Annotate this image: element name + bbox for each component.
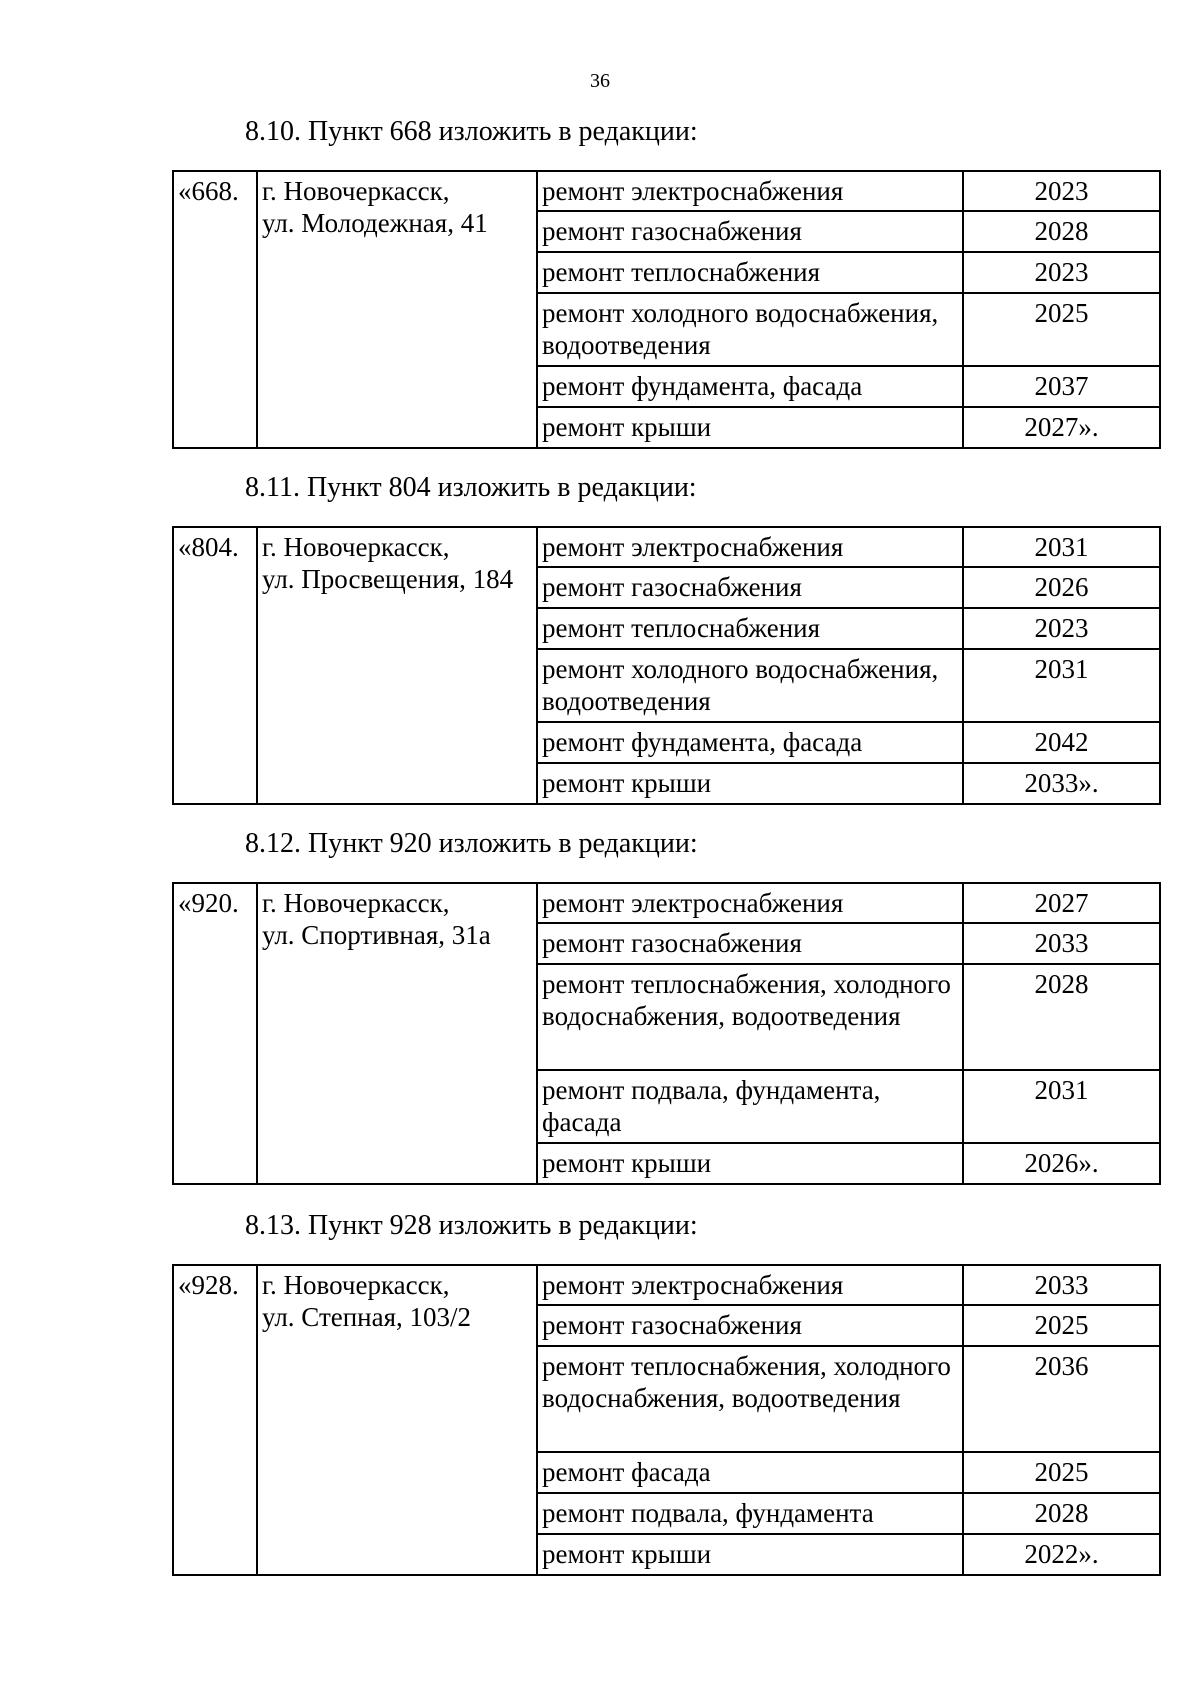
work-cell: ремонт теплоснабжения [537,608,963,649]
work-cell: ремонт теплоснабжения, холодного водоснабжения, водоотведения [537,964,963,1070]
year-cell: 2023 [963,252,1160,293]
work-cell: ремонт холодного водоснабжения, водоотведения [537,649,963,722]
year-cell: 2023 [963,171,1160,211]
year-cell: 2033 [963,923,1160,964]
work-cell: ремонт теплоснабжения, холодного водоснабжения, водоотведения [537,1346,963,1452]
year-cell: 2031 [963,1070,1160,1143]
year-cell: 2026». [963,1143,1160,1184]
address-cell [257,1265,537,1575]
year-cell: 2025 [963,293,1160,366]
work-cell: ремонт подвала, фундамента, фасада [537,1070,963,1143]
year-cell: 2025 [963,1452,1160,1493]
work-cell: ремонт фасада [537,1452,963,1493]
year-cell: 2026 [963,567,1160,608]
repair-table-920 [172,882,1161,1185]
work-cell: ремонт фундамента, фасада [537,722,963,763]
table-row [173,527,1160,567]
work-cell: ремонт газоснабжения [537,923,963,964]
year-cell: 2022». [963,1534,1160,1575]
year-cell: 2036 [963,1346,1160,1452]
address-city: г. Новочеркасск, [262,532,450,562]
address-city: г. Новочеркасск, [262,1270,450,1300]
work-cell: ремонт электроснабжения [537,883,963,923]
repair-table-804 [172,526,1161,805]
address-city: г. Новочеркасск, [262,176,450,206]
year-cell: 2023 [963,608,1160,649]
year-cell: 2028 [963,964,1160,1070]
work-cell: ремонт электроснабжения [537,1265,963,1305]
work-cell: ремонт газоснабжения [537,211,963,252]
repair-table-928 [172,1264,1161,1576]
work-cell: ремонт крыши [537,1143,963,1184]
item-number: «804. [173,527,257,804]
address-street: ул. Молодежная, 41 [262,208,488,238]
section-heading: 8.12. Пункт 920 изложить в редакции: [245,828,698,859]
work-cell: ремонт газоснабжения [537,1305,963,1346]
item-number: «920. [173,883,257,1184]
work-cell: ремонт теплоснабжения [537,252,963,293]
work-cell: ремонт фундамента, фасада [537,366,963,407]
section-heading: 8.11. Пункт 804 изложить в редакции: [245,472,697,503]
year-cell: 2028 [963,211,1160,252]
address-street: ул. Спортивная, 31а [262,920,491,950]
table-row [173,1265,1160,1305]
work-cell: ремонт электроснабжения [537,171,963,211]
item-number: «928. [173,1265,257,1575]
item-number: «668. [173,171,257,448]
table-row [173,171,1160,211]
year-cell: 2027». [963,407,1160,448]
address-street: ул. Просвещения, 184 [262,564,514,594]
page-number: 36 [590,70,610,92]
year-cell: 2027 [963,883,1160,923]
year-cell: 2028 [963,1493,1160,1534]
year-cell: 2033 [963,1265,1160,1305]
address-cell [257,171,537,448]
year-cell: 2033». [963,763,1160,804]
address-cell [257,527,537,804]
year-cell: 2042 [963,722,1160,763]
section-heading: 8.13. Пункт 928 изложить в редакции: [245,1210,698,1241]
work-cell: ремонт газоснабжения [537,567,963,608]
year-cell: 2031 [963,527,1160,567]
address-city: г. Новочеркасск, [262,888,450,918]
work-cell: ремонт электроснабжения [537,527,963,567]
work-cell: ремонт крыши [537,407,963,448]
work-cell: ремонт крыши [537,1534,963,1575]
table-row [173,883,1160,923]
work-cell: ремонт холодного водоснабжения, водоотведения [537,293,963,366]
work-cell: ремонт подвала, фундамента [537,1493,963,1534]
repair-table-668 [172,170,1161,449]
section-heading: 8.10. Пункт 668 изложить в редакции: [245,116,698,147]
year-cell: 2031 [963,649,1160,722]
year-cell: 2025 [963,1305,1160,1346]
work-cell: ремонт крыши [537,763,963,804]
year-cell: 2037 [963,366,1160,407]
address-street: ул. Степная, 103/2 [262,1302,472,1332]
address-cell [257,883,537,1184]
